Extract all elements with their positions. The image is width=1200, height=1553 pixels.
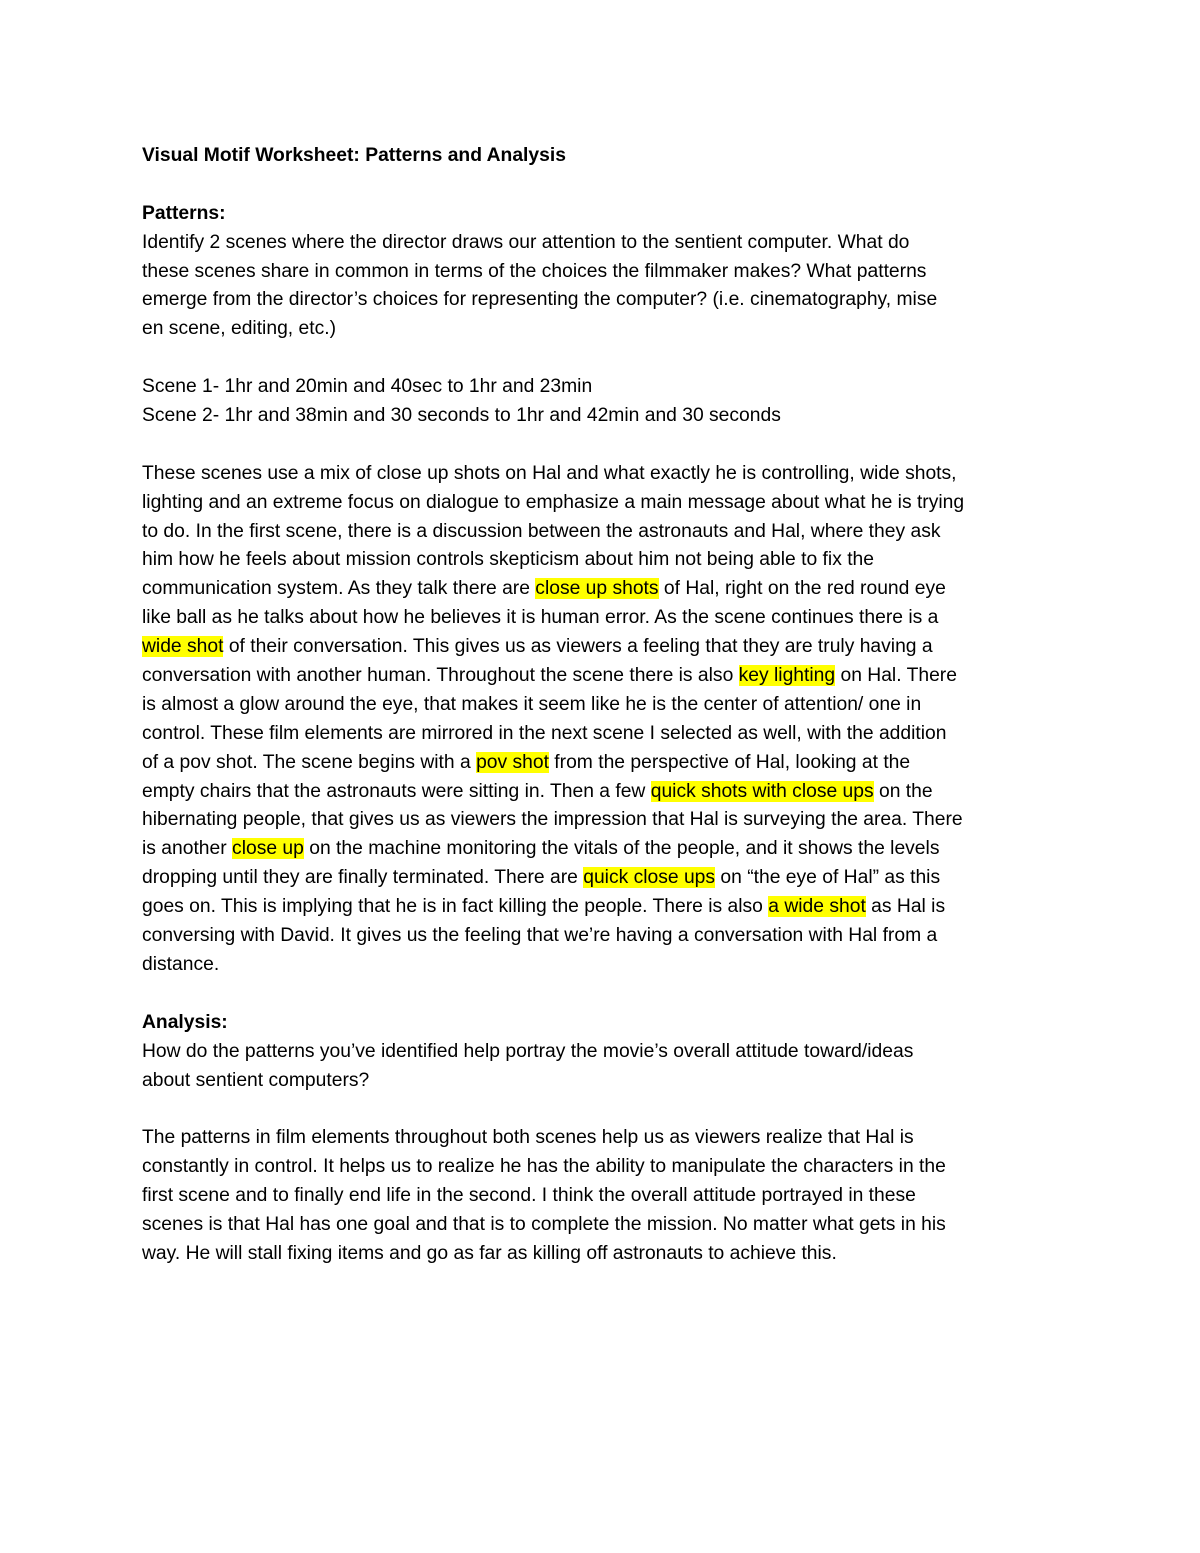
answer-text: control. These film elements are mirrored in the next scene I selected as well, with the addition (142, 722, 947, 744)
patterns-answer-line (142, 893, 1067, 922)
patterns-answer-line (142, 575, 1067, 604)
highlighted-term: key lighting (738, 665, 836, 687)
answer-text: like ball as he talks about how he believes it is human error. As the scene continues there is a (142, 607, 939, 629)
patterns-answer-line (142, 546, 1067, 575)
patterns-prompt-line: emerge from the director’s choices for representing the computer? (i.e. cinematography, mise (142, 289, 938, 311)
spacer (142, 1095, 1067, 1124)
analysis-prompt (142, 1038, 1067, 1096)
answer-text: hibernating people, that gives us as viewers the impression that Hal is surveying the area. There (142, 809, 963, 831)
patterns-answer-line (142, 460, 1067, 489)
page-title: Visual Motif Worksheet: Patterns and Analysis (142, 145, 566, 166)
patterns-answer-line (142, 835, 1067, 864)
analysis-prompt-line: How do the patterns you’ve identified help portray the movie’s overall attitude toward/ideas (142, 1040, 914, 1062)
highlighted-term: wide shot (142, 636, 224, 658)
analysis-answer-line: The patterns in film elements throughout both scenes help us as viewers realize that Hal is (142, 1127, 914, 1149)
answer-text: him how he feels about mission controls skepticism about him not being able to fix the (142, 549, 875, 571)
patterns-answer-line (142, 633, 1067, 662)
answer-text: to do. In the first scene, there is a discussion between the astronauts and Hal, where they ask (142, 520, 941, 542)
patterns-answer-line (142, 662, 1067, 691)
answer-text: on Hal. There (835, 665, 957, 687)
patterns-prompt-line: these scenes share in common in terms of the choices the filmmaker makes? What patterns (142, 260, 927, 282)
analysis-answer-line: first scene and to finally end life in the second. I think the overall attitude portrayed in these (142, 1185, 916, 1207)
answer-text: conversing with David. It gives us the feeling that we’re having a conversation with Hal from a (142, 925, 938, 947)
patterns-answer-line (142, 749, 1067, 778)
patterns-answer-line (142, 778, 1067, 807)
spacer (142, 344, 1067, 373)
answer-text: goes on. This is implying that he is in fact killing the people. There is also (142, 896, 769, 918)
answer-text: communication system. As they talk there are (142, 578, 536, 600)
patterns-answer-line (142, 604, 1067, 633)
answer-text: empty chairs that the astronauts were sitting in. Then a few (142, 780, 651, 802)
answer-text: as Hal is (865, 896, 946, 918)
answer-text: on the (873, 780, 933, 802)
highlighted-term: a wide shot (768, 896, 866, 918)
scene-1-timestamp: Scene 1- 1hr and 20min and 40sec to 1hr and 23min (142, 376, 593, 398)
worksheet-page (142, 142, 1067, 1269)
analysis-answer-line: way. He will stall fixing items and go as far as killing off astronauts to achieve this. (142, 1242, 837, 1264)
patterns-answer-line (142, 518, 1067, 547)
patterns-answer-paragraph (142, 460, 1067, 980)
answer-text: on the machine monitoring the vitals of the people, and it shows the levels (303, 838, 940, 860)
patterns-heading: Patterns: (142, 202, 226, 224)
answer-text: conversation with another human. Throughout the scene there is also (142, 665, 739, 687)
answer-text: of Hal, right on the red round eye (658, 578, 946, 600)
highlighted-term: pov shot (476, 751, 549, 773)
answer-text: on “the eye of Hal” as this (715, 867, 941, 889)
answer-text: dropping until they are finally terminated. There are (142, 867, 584, 889)
highlighted-term: quick shots with close ups (650, 780, 874, 802)
patterns-answer-line (142, 806, 1067, 835)
analysis-answer-line: constantly in control. It helps us to realize he has the ability to manipulate the characters in the (142, 1156, 946, 1178)
highlighted-term: close up (232, 838, 304, 860)
patterns-answer-line (142, 720, 1067, 749)
analysis-heading: Analysis: (142, 1011, 228, 1033)
answer-text: is another (142, 838, 233, 860)
answer-text: of a pov shot. The scene begins with a (142, 751, 477, 773)
scene-list (142, 373, 1067, 431)
patterns-prompt-line: Identify 2 scenes where the director draws our attention to the sentient computer. What do (142, 231, 910, 253)
answer-text: These scenes use a mix of close up shots on Hal and what exactly he is controlling, wide shots, (142, 462, 957, 484)
patterns-answer-line (142, 489, 1067, 518)
spacer (142, 980, 1067, 1009)
patterns-answer-line (142, 951, 1067, 980)
highlighted-term: close up shots (535, 578, 659, 600)
spacer (142, 431, 1067, 460)
answer-text: from the perspective of Hal, looking at the (548, 751, 911, 773)
patterns-answer-line (142, 691, 1067, 720)
analysis-answer-line: scenes is that Hal has one goal and that is to complete the mission. No matter what gets in his (142, 1213, 946, 1235)
patterns-answer-line (142, 922, 1067, 951)
spacer (142, 171, 1067, 200)
answer-text: is almost a glow around the eye, that makes it seem like he is the center of attention/ one in (142, 693, 922, 715)
answer-text: distance. (142, 953, 220, 975)
analysis-prompt-line: about sentient computers? (142, 1069, 370, 1091)
highlighted-term: quick close ups (583, 867, 716, 889)
patterns-prompt-line: en scene, editing, etc.) (142, 318, 336, 340)
answer-text: lighting and an extreme focus on dialogue to emphasize a main message about what he is trying (142, 491, 965, 513)
analysis-answer-paragraph (142, 1124, 1067, 1268)
patterns-prompt (142, 229, 1067, 345)
scene-2-timestamp: Scene 2- 1hr and 38min and 30 seconds to 1hr and 42min and 30 seconds (142, 405, 781, 427)
patterns-answer-line (142, 864, 1067, 893)
answer-text: of their conversation. This gives us as viewers a feeling that they are truly having a (223, 636, 933, 658)
